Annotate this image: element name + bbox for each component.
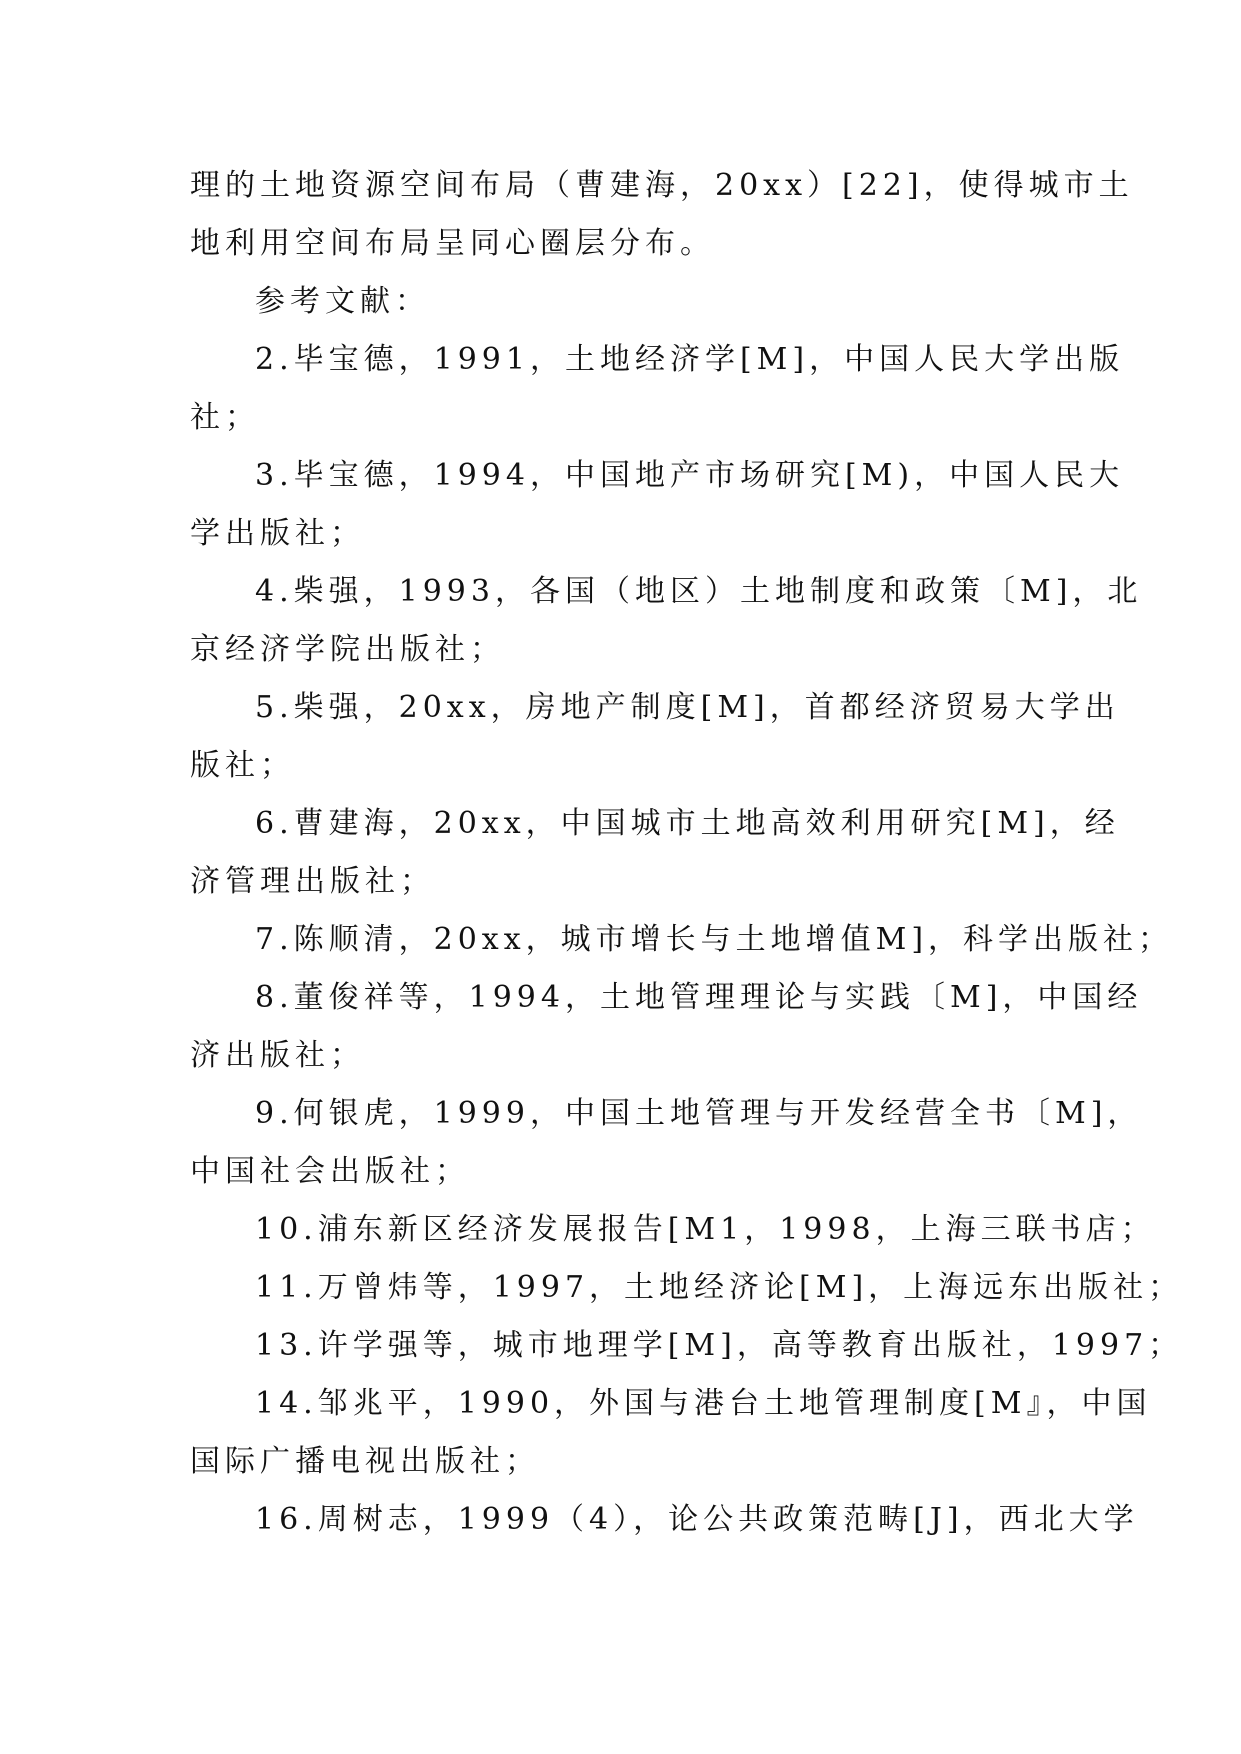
reference-entry: 10.浦东新区经济发展报告[M1，1998，上海三联书店； xyxy=(255,1212,1156,1247)
reference-entry: 8.董俊祥等，1994，土地管理理论与实践〔M]，中国经 xyxy=(255,980,1143,1015)
reference-entry: 11.万曾炜等，1997，土地经济论[M]，上海远东出版社； xyxy=(255,1270,1184,1305)
reference-entry: 5.柴强，20xx，房地产制度[M]，首都经济贸易大学出 xyxy=(255,690,1120,725)
references-heading: 参考文献： xyxy=(255,284,430,319)
reference-entry: 16.周树志，1999（4），论公共政策范畴[J]，西北大学 xyxy=(255,1502,1139,1537)
reference-entry-continuation: 济出版社； xyxy=(190,1038,365,1073)
reference-entry-continuation: 中国社会出版社； xyxy=(190,1154,470,1189)
reference-entry: 7.陈顺清，20xx，城市增长与土地增值M]，科学出版社； xyxy=(255,922,1174,957)
body-text-line: 理的土地资源空间布局（曹建海，20xx）[22]，使得城市土 xyxy=(190,168,1134,203)
reference-entry-continuation: 京经济学院出版社； xyxy=(190,632,505,667)
reference-entry: 9.何银虎，1999，中国土地管理与开发经营全书〔M]， xyxy=(255,1096,1143,1131)
reference-entry: 2.毕宝德，1991，土地经济学[M]，中国人民大学出版 xyxy=(255,342,1125,377)
reference-entry-continuation: 学出版社； xyxy=(190,516,365,551)
reference-entry-continuation: 济管理出版社； xyxy=(190,864,435,899)
reference-entry: 14.邹兆平，1990，外国与港台土地管理制度[M』，中国 xyxy=(255,1386,1152,1421)
body-text-line: 地利用空间布局呈同心圈层分布。 xyxy=(190,226,715,261)
reference-entry: 3.毕宝德，1994，中国地产市场研究[M)，中国人民大 xyxy=(255,458,1125,493)
reference-entry-continuation: 社； xyxy=(190,400,260,435)
reference-entry: 4.柴强，1993，各国（地区）土地制度和政策〔M]，北 xyxy=(255,574,1143,609)
reference-entry-continuation: 国际广播电视出版社； xyxy=(190,1444,540,1479)
document-page xyxy=(190,157,1184,1549)
reference-entry: 13.许学强等，城市地理学[M]，高等教育出版社，1997； xyxy=(255,1328,1184,1363)
reference-entry-continuation: 版社； xyxy=(190,748,295,783)
reference-entry: 6.曹建海，20xx，中国城市土地高效利用研究[M]，经 xyxy=(255,806,1120,841)
